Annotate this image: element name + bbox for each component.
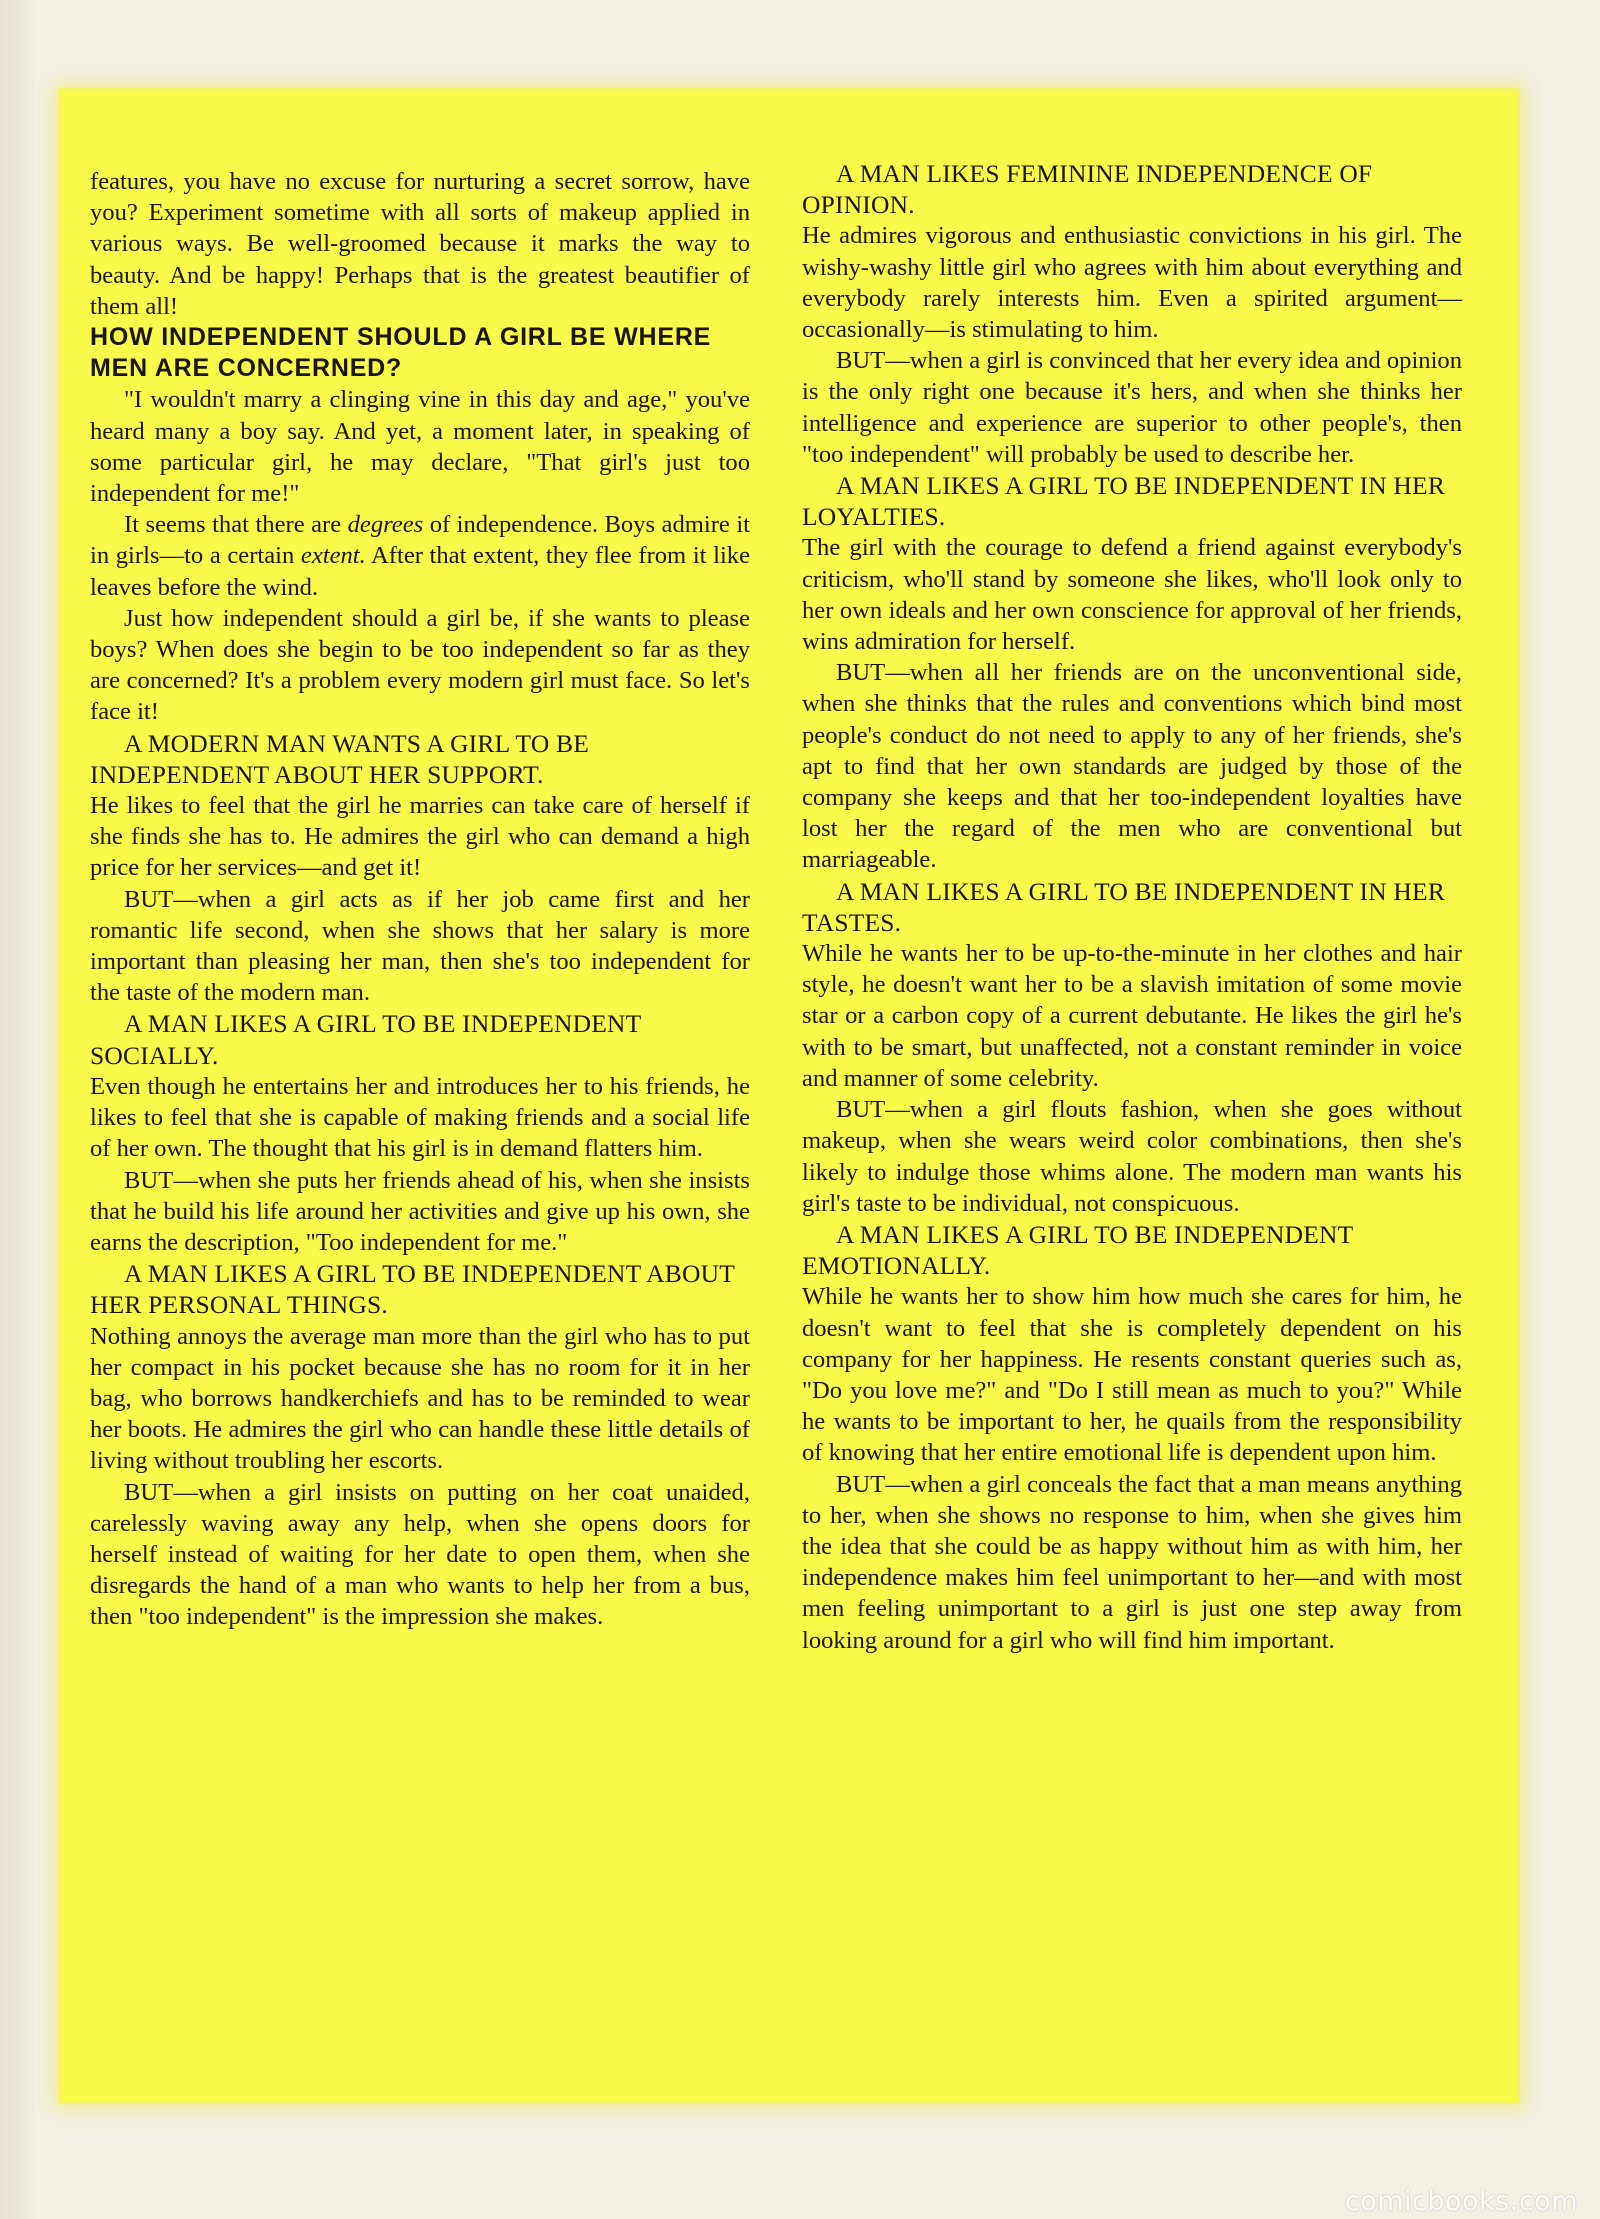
section-body: Nothing annoys the average man more than the girl who has to put her compact in his pocket because she has no room for it in her bag, who borrows handkerchiefs and has to be reminded to wear her boots. He admires the girl who can handle these little details of living without troubling her escorts. bbox=[90, 1322, 750, 1475]
section-but: BUT—when a girl flouts fashion, when she goes without makeup, when she wears weird color combinations, then she's likely to indulge those whims alone. The modern man wants his girl's taste to be individual, not conspicuous. bbox=[802, 1096, 1462, 1217]
left-column bbox=[90, 166, 750, 1633]
section-title-socially: A MAN LIKES A GIRL TO BE INDEPENDENT SOCIALLY. bbox=[90, 1009, 641, 1070]
article-panel bbox=[58, 88, 1520, 2104]
section-but: BUT—when a girl is convinced that her every idea and opinion is the only right one because it's hers, and when she thinks her intelligence and experience are superior to other people's, then "too independent" will probably be used to describe her. bbox=[802, 347, 1462, 468]
section-body: He likes to feel that the girl he marries can take care of herself if she finds she has to. He admires the girl who can demand a high price for her services—and get it! bbox=[90, 792, 750, 882]
section-title-opinion: A MAN LIKES FEMININE INDEPENDENCE OF OPINION. bbox=[802, 159, 1373, 220]
site-watermark: comicbooks.com bbox=[1344, 2186, 1578, 2217]
section-body: He admires vigorous and enthusiastic convictions in his girl. The wishy-washy little girl who agrees with him about everything and everybody rarely interests him. Even a spirited argument—occasionally—is stimulating to him. bbox=[802, 222, 1462, 344]
emphasis-degrees: degrees bbox=[347, 511, 424, 539]
section-body: The girl with the courage to defend a friend against everybody's criticism, who'll stand by someone she likes, who'll look only to her own ideals and her own conscience for approval of her friends, wins admiration for herself. bbox=[802, 534, 1462, 656]
right-column bbox=[802, 158, 1462, 1656]
text-run: After that extent, they flee from it like leaves before the wind. bbox=[90, 542, 750, 601]
intro-paragraph: features, you have no excuse for nurturing a secret sorrow, have you? Experiment sometime with all sorts of makeup applied in various ways. Be well-groomed because it marks the way to beauty. And be happy! Perhaps that is the greatest beautifier of them all! bbox=[90, 168, 750, 320]
section-title-tastes: A MAN LIKES A GIRL TO BE INDEPENDENT IN HER TASTES. bbox=[802, 876, 1446, 937]
section-but: BUT—when a girl insists on putting on her coat unaided, carelessly waving away any help, when she opens doors for herself instead of waiting for her date to open them, when she disregards the hand of a man who wants to help her from a bus, then "too independent" is the impression she makes. bbox=[90, 1478, 750, 1631]
page-spine bbox=[0, 0, 34, 2219]
section-but: BUT—when a girl conceals the fact that a man means anything to her, when she shows no response to him, when she gives him the idea that she could be as happy without him as with him, her independence makes him feel unimportant to her—and with most men feeling unimportant to a girl is just one step away from looking around for a girl who will find him important. bbox=[802, 1470, 1462, 1654]
section-title-loyalties: A MAN LIKES A GIRL TO BE INDEPENDENT IN HER LOYALTIES. bbox=[802, 471, 1446, 532]
emphasis-extent: extent. bbox=[300, 542, 366, 570]
text-run: of independence. Boys admire it in girls—to a certain bbox=[90, 511, 750, 570]
section-title-personal-things: A MAN LIKES A GIRL TO BE INDEPENDENT ABOUT HER PERSONAL THINGS. bbox=[90, 1259, 735, 1320]
body-paragraph: "I wouldn't marry a clinging vine in this day and age," you've heard many a boy say. And yet, a moment later, in speaking of some particular girl, he may declare, "That girl's just too independent for me!" bbox=[90, 386, 750, 508]
section-body: Even though he entertains her and introduces her to his friends, he likes to feel that she is capable of making friends and a social life of her own. The thought that his girl is in demand flatters him. bbox=[90, 1072, 750, 1163]
section-but: BUT—when she puts her friends ahead of his, when she insists that he build his life around her activities and give up his own, she earns the description, "Too independent for me." bbox=[90, 1166, 750, 1256]
section-title-emotionally: A MAN LIKES A GIRL TO BE INDEPENDENT EMOTIONALLY. bbox=[802, 1219, 1353, 1281]
section-but: BUT—when a girl acts as if her job came first and her romantic life second, when she shows that her salary is more important than pleasing her man, then she's too independent for the taste of the modern man. bbox=[90, 885, 750, 1007]
article-heading: HOW INDEPENDENT SHOULD A GIRL BE WHERE MEN ARE CONCERNED? bbox=[90, 323, 712, 383]
text-run: It seems that there are bbox=[124, 511, 348, 539]
section-title-support: A MODERN MAN WANTS A GIRL TO BE INDEPENDENT ABOUT HER SUPPORT. bbox=[90, 728, 590, 789]
body-paragraph: Just how independent should a girl be, if she wants to please boys? When does she begin to be too independent so far as they are concerned? It's a problem every modern girl must face. So let's face it! bbox=[90, 604, 750, 726]
section-body: While he wants her to show him how much she cares for him, he doesn't want to feel that she is completely dependent on his company for her happiness. He resents constant queries such as, "Do you love me?" and "Do I still mean as much to you?" While he wants to be important to her, he quails from the responsibility of knowing that her entire emotional life is dependent upon him. bbox=[802, 1283, 1462, 1467]
section-body: While he wants her to be up-to-the-minute in her clothes and hair style, he doesn't want her to be a slavish imitation of some movie star or a carbon copy of a current debutante. He likes the girl he's with to be smart, but unaffected, not a constant reminder in voice and manner of some celebrity. bbox=[802, 940, 1462, 1092]
degrees-paragraph bbox=[90, 509, 750, 603]
section-but: BUT—when all her friends are on the unconventional side, when she thinks that the rules and conventions which bind most people's conduct do not need to apply to any of her friends, she's apt to find that her own standards are judged by those of the company she keeps and that her too-independent loyalties have lost her the regard of the men who are conventional but marriageable. bbox=[802, 659, 1462, 874]
